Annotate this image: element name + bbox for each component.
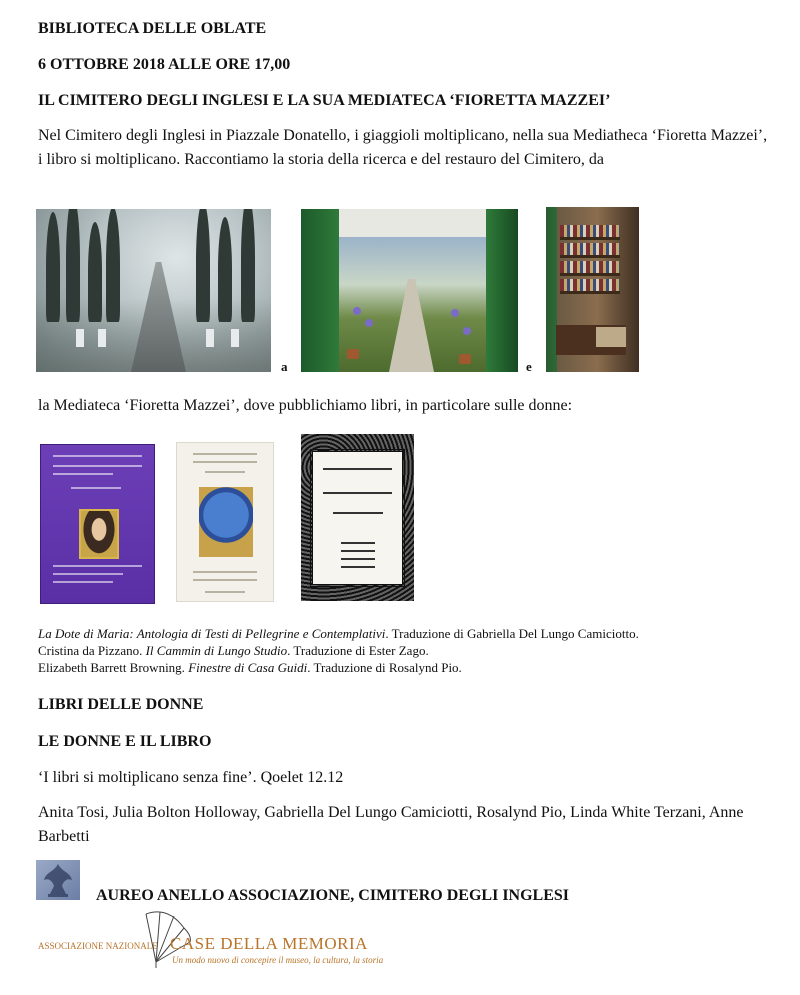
section-heading-libri: LIBRI DELLE DONNE [38, 696, 204, 713]
quote-line: ‘I libri si moltiplicano senza fine’. Qoelet 12.12 [38, 769, 344, 786]
assoc-label: ASSOCIAZIONE NAZIONALE [38, 941, 158, 951]
book-cover-dote-di-maria [40, 444, 155, 604]
book-caption-3: Elizabeth Barrett Browning. Finestre di Casa Guidi. Traduzione di Rosalynd Pio. [38, 660, 462, 675]
aureo-anello-logo [36, 860, 80, 900]
book-cover-finestre-di-casa-guidi [301, 434, 414, 601]
book-cover-cammin-di-lungo-studio [176, 442, 274, 602]
mediateca-line: la Mediateca ‘Fioretta Mazzei’, dove pubblichiamo libri, in particolare sulle donne: [38, 397, 573, 414]
authors-line: Anita Tosi, Julia Bolton Holloway, Gabriella Del Lungo Camiciotti, Rosalynd Pio, Linda White Terzani, Anne Barbetti [38, 804, 744, 845]
connector-e: e [526, 359, 532, 374]
book-caption-1: La Dote di Maria: Antologia di Testi di Pellegrine e Contemplativi. Traduzione di Gabriella Del Lungo Camiciotto. [38, 626, 639, 641]
event-title: IL CIMITERO DEGLI INGLESI E LA SUA MEDIATECA ‘FIORETTA MAZZEI’ [38, 92, 611, 109]
connector-a: a [281, 359, 288, 374]
mediateca-room-photo [546, 207, 639, 372]
book-caption-2: Cristina da Pizzano. Il Cammin di Lungo Studio. Traduzione di Ester Zago. [38, 643, 429, 658]
cemetery-photo [36, 209, 271, 372]
case-della-memoria-logo: CASE DELLA MEMORIA [170, 934, 368, 953]
garden-door-photo [301, 209, 518, 372]
intro-paragraph: Nel Cimitero degli Inglesi in Piazzale Donatello, i giaggioli moltiplicano, nella sua Mediatheca ‘Fioretta Mazzei’, i libro si moltiplicano. Raccontiamo la storia della ricerca e del restauro del Cimitero, da [38, 127, 768, 168]
section-heading-donne: LE DONNE E IL LIBRO [38, 733, 212, 750]
event-date: 6 OTTOBRE 2018 ALLE ORE 17,00 [38, 56, 291, 73]
venue-heading: BIBLIOTECA DELLE OBLATE [38, 20, 267, 37]
footer-org-name: AUREO ANELLO ASSOCIAZIONE, CIMITERO DEGLI INGLESI [96, 887, 570, 904]
case-della-memoria-tagline: Un modo nuovo di concepire il museo, la cultura, la storia [172, 955, 384, 965]
